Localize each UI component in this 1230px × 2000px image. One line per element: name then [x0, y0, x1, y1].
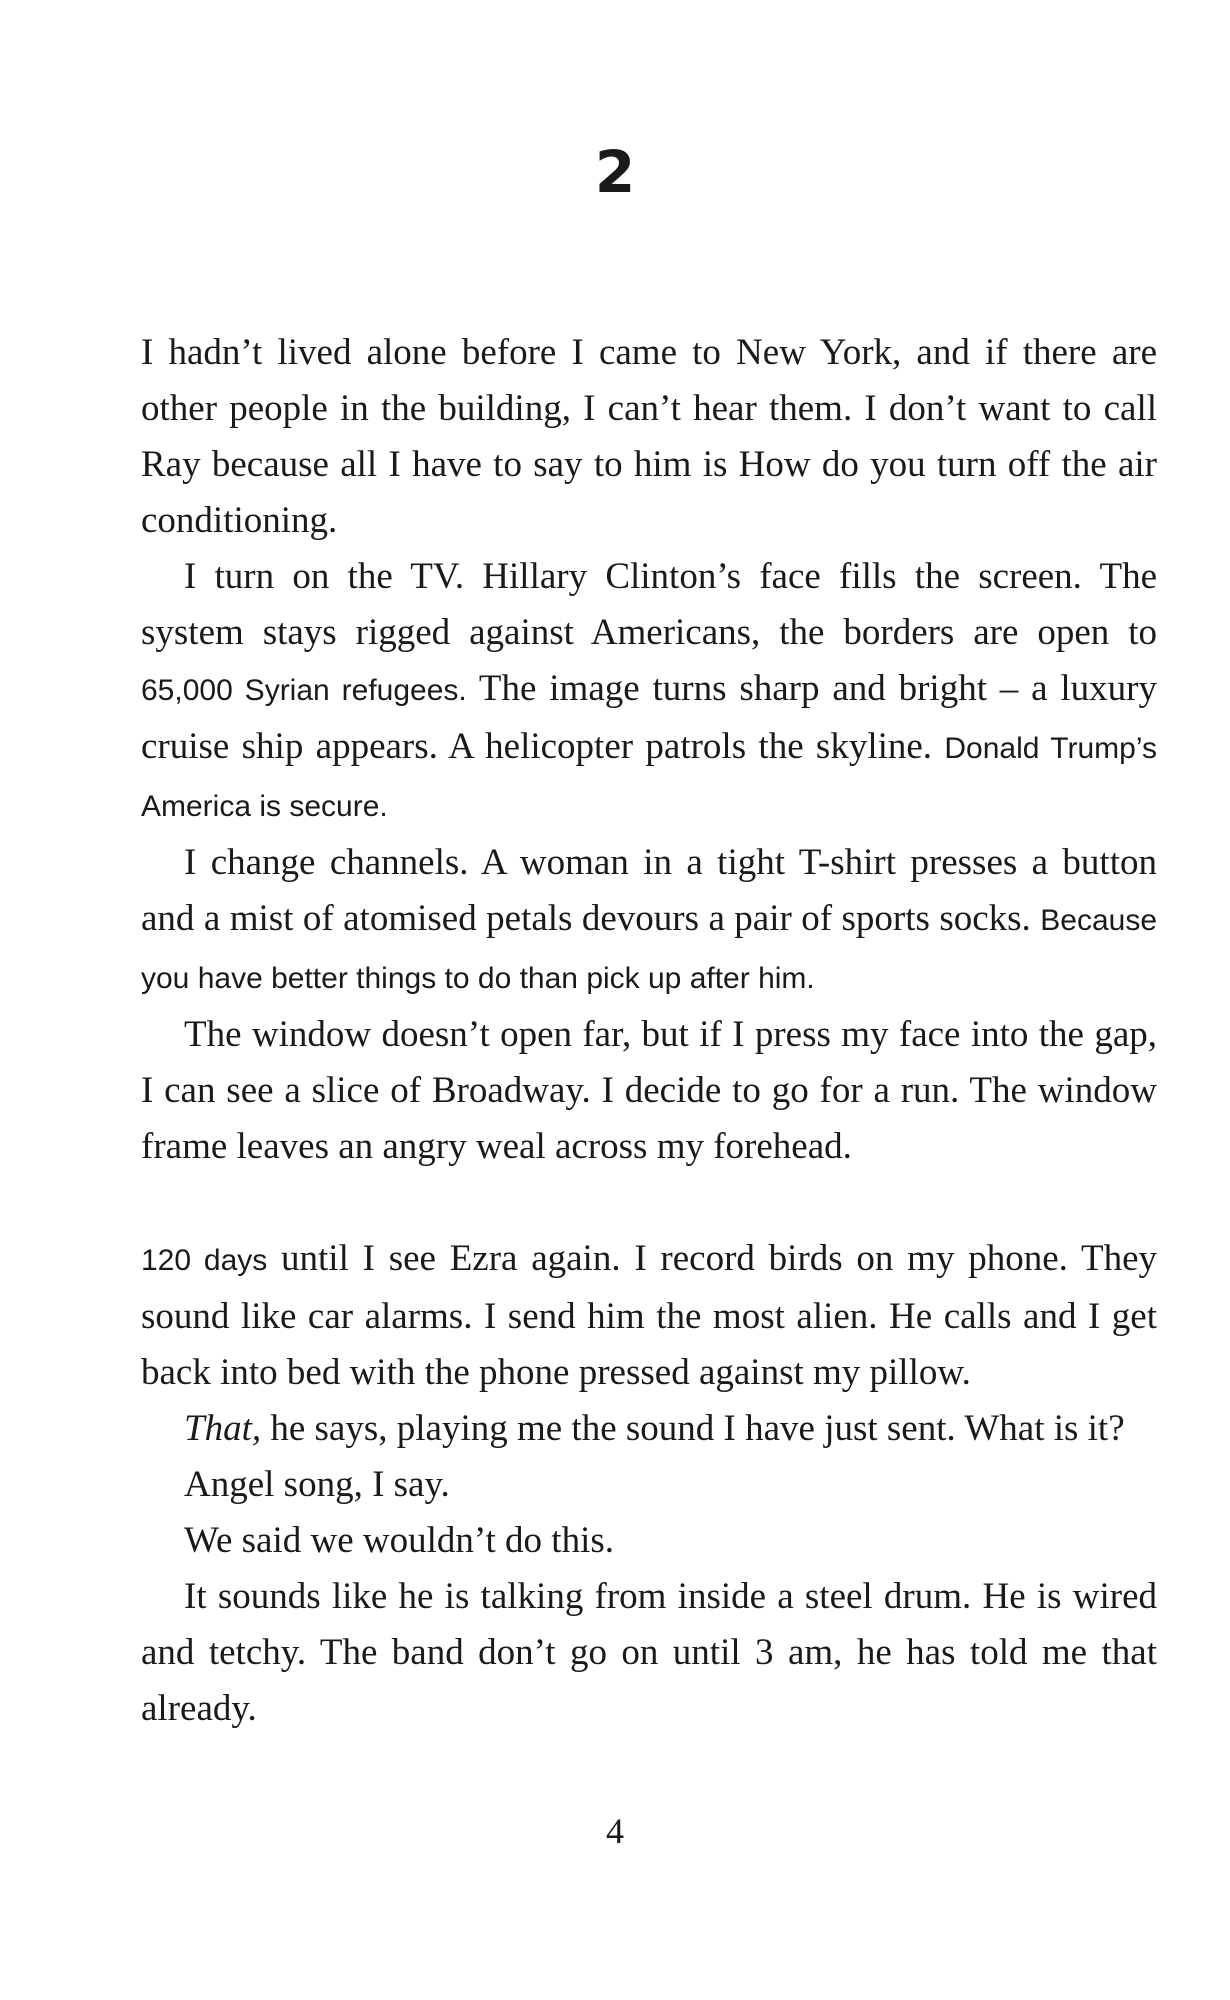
italic-text: That, — [184, 1408, 262, 1449]
paragraph: It sounds like he is talking from inside a steel drum. He is wired and tetchy. The band don’t go on until 3 am, he has told me that already. — [141, 1576, 1157, 1729]
tv-caption-text: 65,000 Syrian refugees. — [141, 674, 467, 707]
paragraph — [141, 1231, 1157, 1401]
paragraph: I hadn’t lived alone before I came to New York, and if there are other people in the building, I can’t hear them. I don’t want to call Ray because all I have to say to him is How do you turn off the air conditioning. — [141, 332, 1157, 541]
paragraph-text: The image turns sharp and bright – a luxury cruise ship appears. A helicopter patrols the skyline. — [141, 668, 1158, 767]
paragraph — [141, 549, 1157, 835]
tv-caption-text: Donald Trump’s America is secure. — [141, 732, 1157, 823]
paragraph — [141, 1401, 1157, 1457]
paragraph — [141, 835, 1157, 1007]
paragraph: Angel song, I say. — [184, 1464, 450, 1505]
paragraph-text: he says, playing me the sound I have just sent. What is it? — [261, 1408, 1125, 1449]
body-text-section-1 — [141, 325, 1157, 1737]
paragraph: We said we wouldn’t do this. — [184, 1520, 615, 1561]
page-number: 4 — [606, 1811, 624, 1851]
paragraph: The window doesn’t open far, but if I press my face into the gap, I can see a slice of Broadway. I decide to go for a run. The window frame leaves an angry weal across my forehead. — [141, 1014, 1157, 1167]
tv-caption-text: Because you have better things to do than pick up after him. — [141, 904, 1157, 995]
paragraph-text: until I see Ezra again. I record birds on my phone. They sound like car alarms. I send him the most alien. He calls and I get back into bed with the phone pressed against my pillow. — [141, 1238, 1157, 1393]
day-count-text: 120 days — [141, 1244, 268, 1277]
paragraph-text: I change channels. A woman in a tight T-shirt presses a button and a mist of atomised petals devours a pair of sports socks. — [141, 842, 1157, 939]
paragraph-text: I turn on the TV. Hillary Clinton’s face fills the screen. The system stays rigged against Americans, the borders are open to — [141, 556, 1157, 653]
chapter-number: 2 — [594, 138, 636, 206]
